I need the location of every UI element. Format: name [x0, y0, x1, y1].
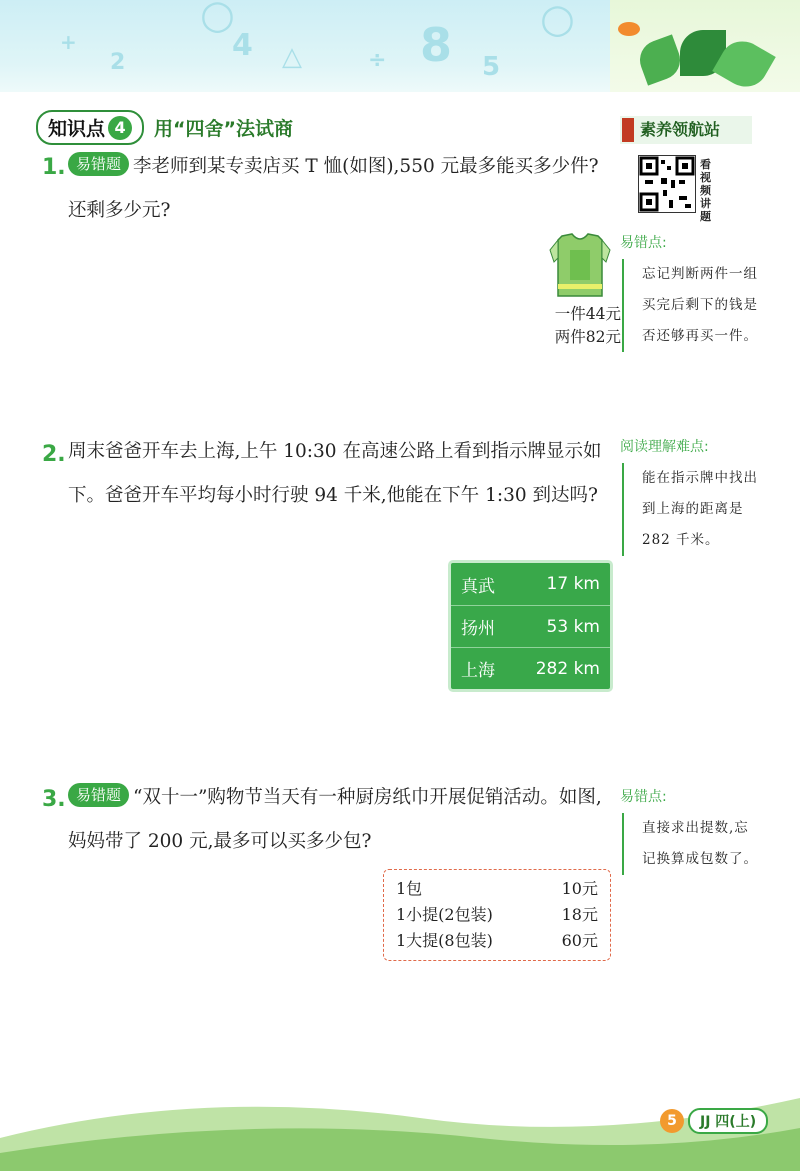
- decor-digit: 5: [482, 52, 501, 82]
- book-label: JJ 四(上): [688, 1108, 768, 1134]
- decor-digit: 2: [110, 50, 126, 75]
- error-prone-badge: 易错题: [68, 152, 129, 176]
- side-note-tag: 阅读理解难点:: [620, 439, 709, 455]
- sign-row: [451, 563, 610, 605]
- side-note-3: [620, 782, 760, 875]
- price-item: 1小提(2包装): [396, 905, 493, 924]
- sign-place: 扬州: [461, 619, 495, 639]
- qr-video-label: 看视频讲题: [700, 158, 711, 223]
- decor-divide: ÷: [368, 48, 387, 73]
- question-1-text: [68, 145, 616, 233]
- decor-plus: +: [60, 30, 77, 54]
- decor-triangle: △: [282, 42, 302, 72]
- price-row: [396, 876, 598, 902]
- page-footer-badge: [660, 1108, 768, 1134]
- side-note-body: 直接求出提数,忘记换算成包数了。: [622, 813, 760, 875]
- question-3-body: “双十一”购物节当天有一种厨房纸巾开展促销活动。如图,妈妈带了 200 元,最多可以买多少包?: [68, 787, 602, 852]
- highway-sign: [448, 560, 613, 692]
- question-1-body: 李老师到某专卖店买 T 恤(如图),550 元最多能买多少件? 还剩多少元?: [68, 156, 599, 221]
- price-item: 1包: [396, 879, 423, 898]
- sidebar-header: 素养领航站: [620, 116, 752, 144]
- side-note-1: [620, 228, 760, 352]
- knowledge-point-label: 知识点: [48, 118, 106, 140]
- question-1-number: 1.: [42, 155, 66, 180]
- side-note-2: [620, 432, 760, 556]
- sign-distance: 282 km: [535, 658, 600, 679]
- sign-place: 真武: [461, 576, 495, 597]
- error-prone-badge: 易错题: [68, 783, 129, 807]
- side-note-tag: 易错点:: [620, 789, 667, 805]
- header-plant-decoration: [610, 0, 800, 92]
- price-value: 60元: [561, 931, 598, 950]
- price-item: 1大提(8包装): [396, 931, 493, 950]
- qr-code-icon[interactable]: [638, 155, 696, 213]
- price-single: 一件44元: [554, 305, 621, 323]
- sign-row: [451, 605, 610, 647]
- decor-digit: 8: [420, 18, 453, 72]
- price-list: [383, 869, 611, 961]
- price-pair: 两件82元: [554, 328, 621, 346]
- decor-digit: 4: [232, 28, 253, 63]
- sign-row: [451, 647, 610, 689]
- question-3-text: [68, 776, 616, 864]
- price-value: 10元: [561, 879, 598, 898]
- side-note-tag: 易错点:: [620, 235, 667, 251]
- price-row: [396, 928, 598, 954]
- decor-circle: ○: [200, 0, 235, 38]
- leaf-icon: [634, 34, 685, 85]
- price-row: [396, 902, 598, 928]
- side-note-body: 忘记判断两件一组买完后剩下的钱是否还够再买一件。: [622, 259, 760, 352]
- butterfly-icon: [618, 22, 640, 36]
- knowledge-point-pill: [36, 110, 144, 145]
- question-2-text: 周末爸爸开车去上海,上午 10:30 在高速公路上看到指示牌显示如下。爸爸开车平均每小时行驶 94 千米,他能在下午 1:30 到达吗?: [68, 441, 602, 506]
- sign-distance: 17 km: [546, 574, 600, 594]
- side-note-body: 能在指示牌中找出到上海的距离是 282 千米。: [622, 463, 760, 556]
- page-number: 5: [660, 1109, 684, 1133]
- decor-circle: ○: [540, 0, 575, 42]
- question-3-number: 3.: [42, 787, 66, 812]
- section-title: 用“四舍”法试商: [154, 118, 293, 140]
- section-heading: [36, 110, 293, 145]
- tshirt-price-caption: [535, 303, 621, 349]
- sign-distance: 53 km: [546, 616, 600, 637]
- price-value: 18元: [561, 905, 598, 924]
- tshirt-icon: [540, 232, 620, 306]
- knowledge-point-number: 4: [108, 116, 132, 140]
- sign-place: 上海: [461, 661, 495, 681]
- question-2-number: 2.: [42, 442, 66, 467]
